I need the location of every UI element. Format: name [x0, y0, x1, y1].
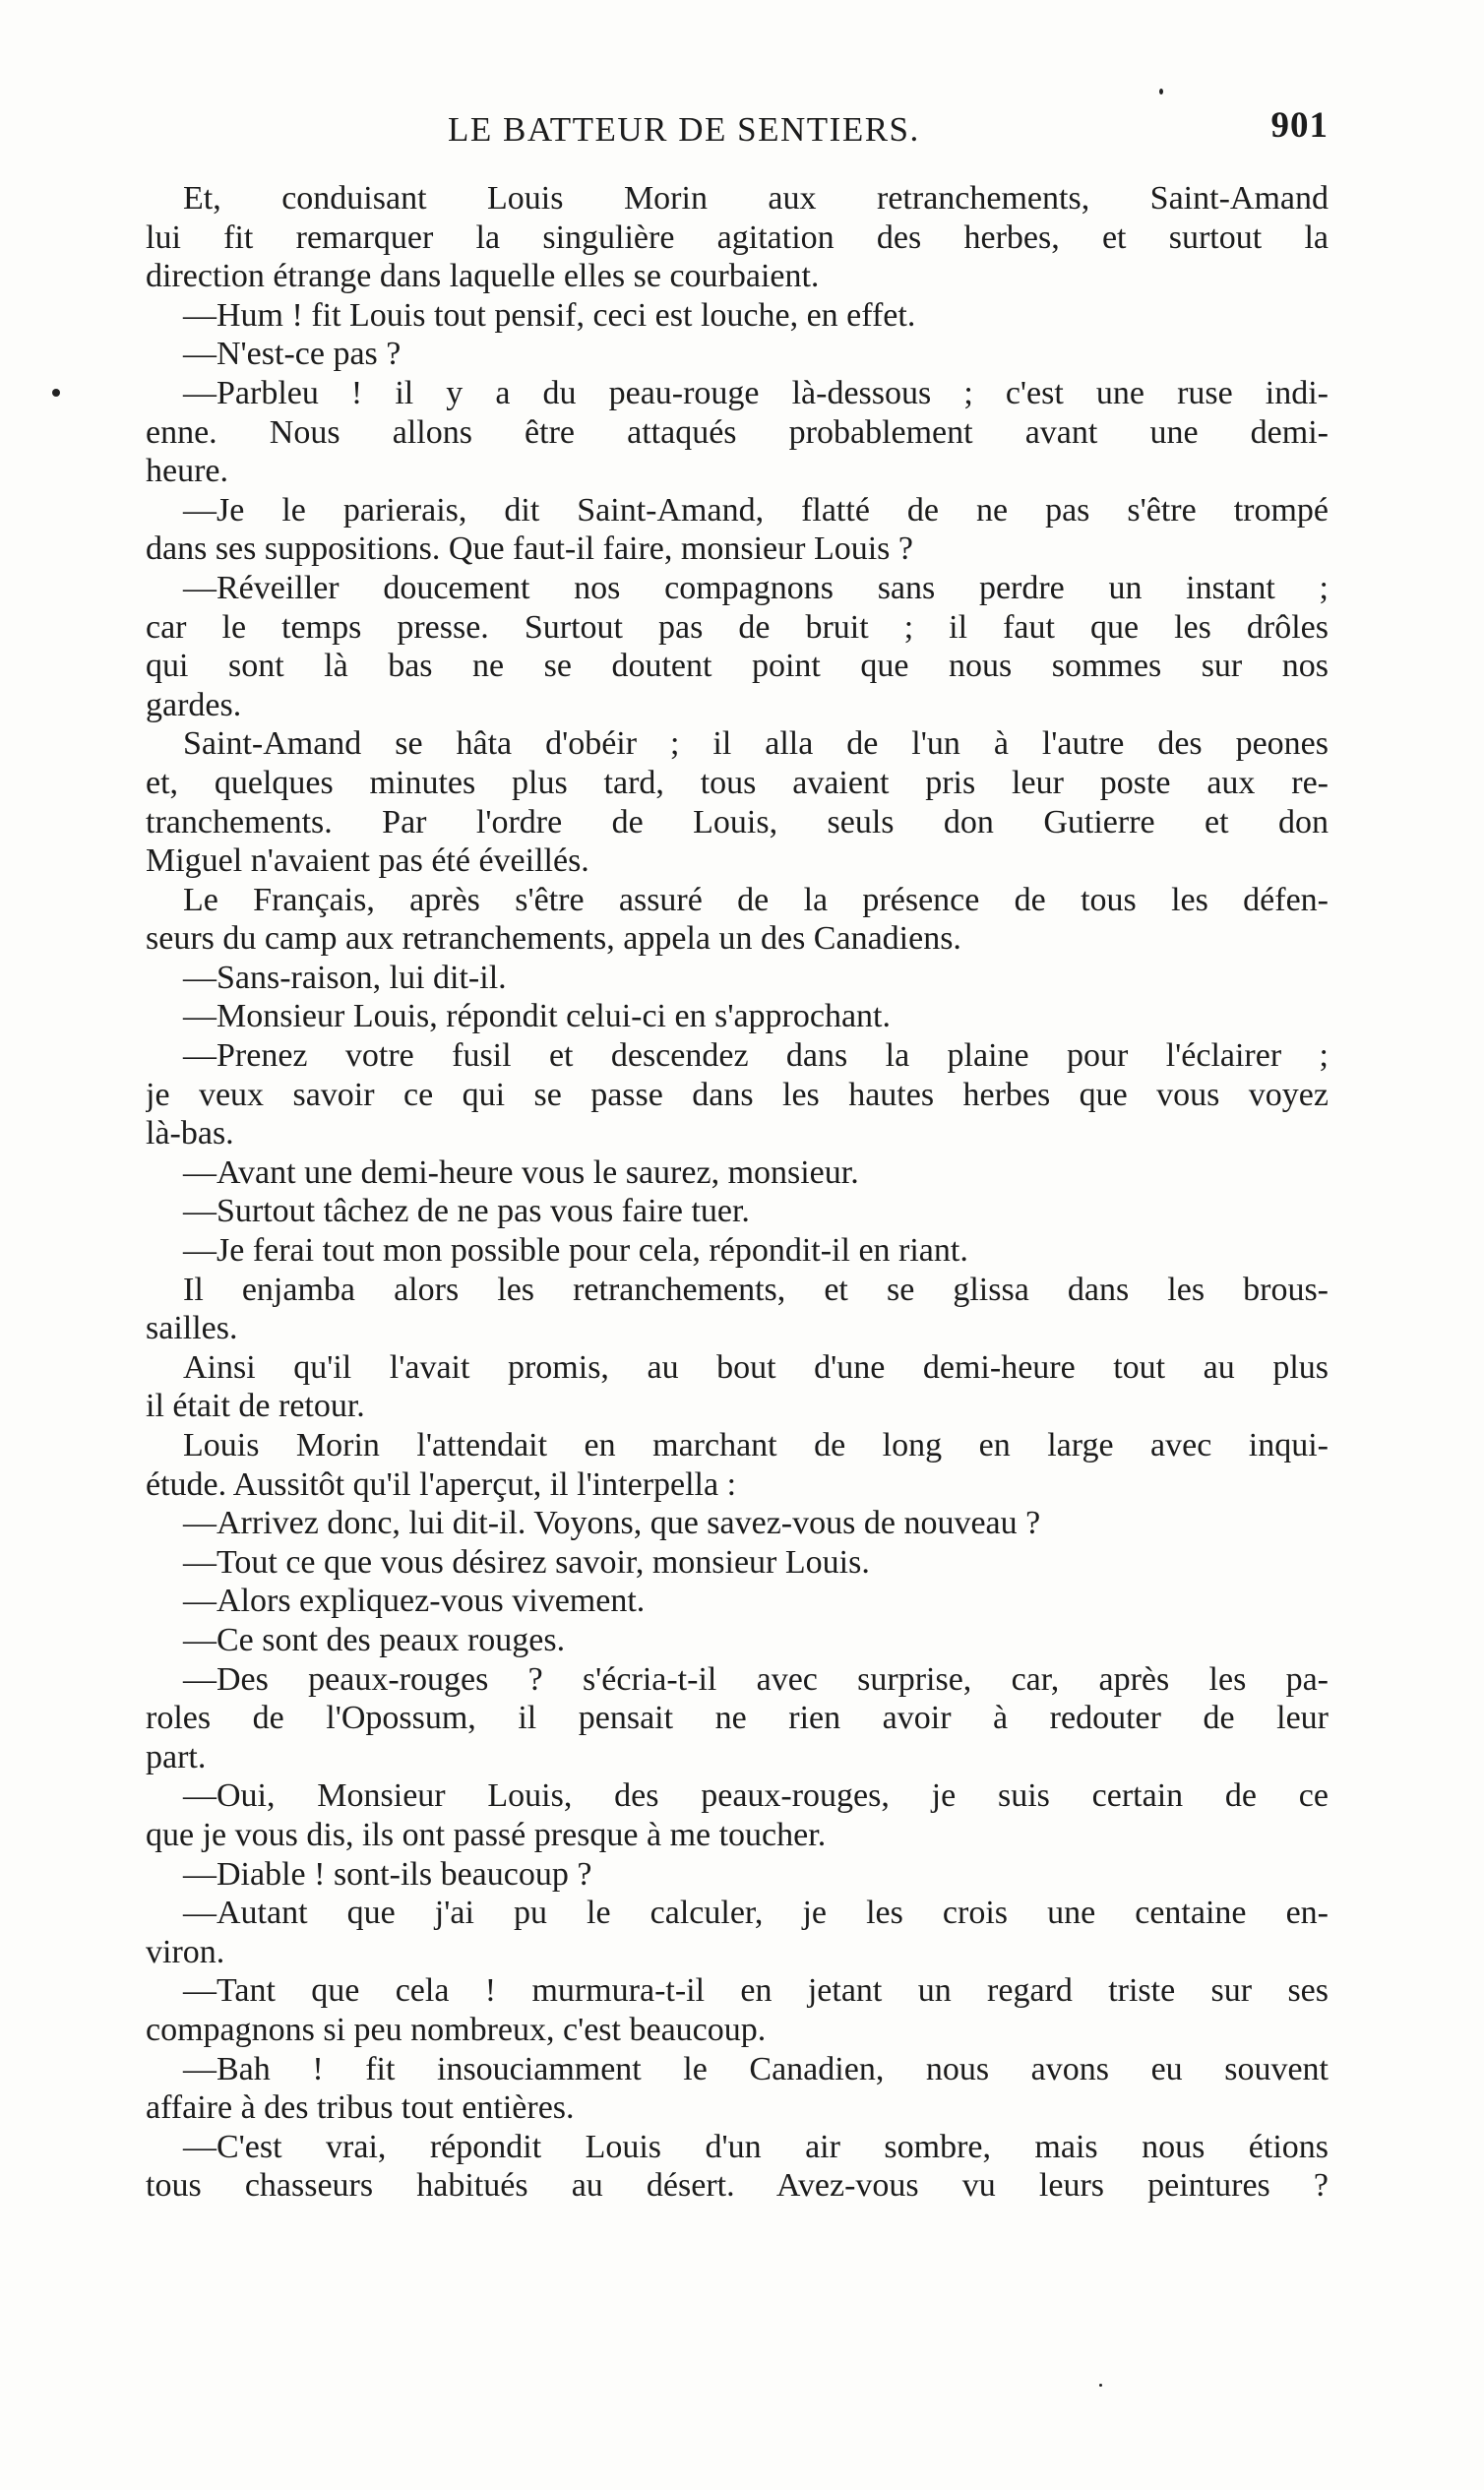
text-line: —Sans-raison, lui dit-il.	[183, 959, 507, 996]
text-line: —Alors expliquez-vous vivement.	[183, 1583, 646, 1620]
text-line: —Parbleu ! il y a du peau-rouge là-dessous ; c'est une ruse indi-	[183, 374, 1329, 411]
text-line: enne. Nous allons être attaqués probablement avant une demi-	[146, 413, 1329, 451]
text-line: compagnons si peu nombreux, c'est beaucoup.	[146, 2011, 767, 2048]
text-line: là-bas.	[146, 1115, 234, 1152]
text-line: dans ses suppositions. Que faut-il faire, monsieur Louis ?	[146, 530, 913, 568]
running-title: LE BATTEUR DE SENTIERS.	[448, 110, 920, 149]
text-line: —Ce sont des peaux rouges.	[183, 1621, 566, 1658]
text-line: —Je le parierais, dit Saint-Amand, flatté de ne pas s'être trompé	[183, 491, 1329, 529]
text-line: gardes.	[146, 686, 242, 723]
text-line: je veux savoir ce qui se passe dans les hautes herbes que vous voyez	[146, 1076, 1329, 1113]
text-line: étude. Aussitôt qu'il l'aperçut, il l'interpella :	[146, 1465, 737, 1503]
text-line: tous chasseurs habitués au désert. Avez-vous vu leurs peintures ?	[146, 2167, 1329, 2205]
text-line: —Hum ! fit Louis tout pensif, ceci est louche, en effet.	[183, 296, 916, 334]
text-line: —Oui, Monsieur Louis, des peaux-rouges, je suis certain de ce	[183, 1777, 1329, 1815]
text-line: —Autant que j'ai pu le calculer, je les crois une centaine en-	[183, 1895, 1329, 1932]
text-line: —C'est vrai, répondit Louis d'un air sombre, mais nous étions	[183, 2128, 1329, 2165]
text-line: direction étrange dans laquelle elles se courbaient.	[146, 258, 820, 295]
text-line: —Des peaux-rouges ? s'écria-t-il avec surprise, car, après les pa-	[183, 1660, 1329, 1698]
text-line: Louis Morin l'attendait en marchant de long en large avec inqui-	[183, 1427, 1329, 1463]
text-line: viron.	[146, 1933, 225, 1970]
text-line: —Prenez votre fusil et descendez dans la plaine pour l'éclairer ;	[183, 1037, 1329, 1075]
ink-speck	[1099, 2384, 1102, 2387]
text-line: —Bah ! fit insouciamment le Canadien, nous avons eu souvent	[183, 2050, 1329, 2087]
text-line: seurs du camp aux retranchements, appela un des Canadiens.	[146, 920, 961, 958]
text-line: tranchements. Par l'ordre de Louis, seuls don Gutierre et don	[146, 803, 1329, 840]
text-line: Le Français, après s'être assuré de la présence de tous les défen-	[183, 881, 1329, 918]
text-line: qui sont là bas ne se doutent point que nous sommes sur nos	[146, 648, 1329, 685]
text-line: car le temps presse. Surtout pas de bruit ; il faut que les drôles	[146, 608, 1329, 646]
text-line: sailles.	[146, 1310, 238, 1347]
text-line: —Je ferai tout mon possible pour cela, répondit-il en riant.	[183, 1232, 968, 1270]
text-line: Miguel n'avaient pas été éveillés.	[146, 842, 589, 880]
text-line: Il enjamba alors les retranchements, et se glissa dans les brous-	[183, 1271, 1329, 1308]
text-line: il était de retour.	[146, 1388, 365, 1425]
text-line: que je vous dis, ils ont passé presque à me toucher.	[146, 1816, 827, 1853]
text-line: heure.	[146, 453, 229, 490]
text-line: —Surtout tâchez de ne pas vous faire tuer.	[183, 1193, 750, 1230]
text-line: Ainsi qu'il l'avait promis, au bout d'une demi-heure tout au plus	[183, 1348, 1329, 1386]
ink-speck	[52, 389, 60, 397]
ink-speck	[1159, 89, 1163, 94]
text-line: lui fit remarquer la singulière agitation des herbes, et surtout la	[146, 218, 1329, 256]
text-line: et, quelques minutes plus tard, tous avaient pris leur poste aux re-	[146, 764, 1329, 801]
text-line: Et, conduisant Louis Morin aux retranchements, Saint-Amand	[183, 180, 1329, 217]
text-line: affaire à des tribus tout entières.	[146, 2089, 575, 2127]
text-line: —Monsieur Louis, répondit celui-ci en s'approchant.	[183, 998, 891, 1035]
text-line: —N'est-ce pas ?	[183, 336, 402, 373]
body-text	[146, 179, 1329, 2206]
page-header	[148, 105, 1329, 169]
text-line: —Tout ce que vous désirez savoir, monsieur Louis.	[183, 1543, 870, 1581]
text-line: part.	[146, 1738, 207, 1775]
text-line: roles de l'Opossum, il pensait ne rien avoir à redouter de leur	[146, 1700, 1329, 1737]
page-number: 901	[1270, 105, 1329, 146]
text-line: —Diable ! sont-ils beaucoup ?	[183, 1855, 592, 1893]
text-line: —Tant que cela ! murmura-t-il en jetant un regard triste sur ses	[183, 1972, 1329, 2010]
text-line: —Avant une demi-heure vous le saurez, monsieur.	[183, 1153, 859, 1191]
text-line: —Réveiller doucement nos compagnons sans perdre un instant ;	[183, 569, 1329, 606]
text-line: Saint-Amand se hâta d'obéir ; il alla de l'un à l'autre des peones	[183, 725, 1329, 763]
text-line: —Arrivez donc, lui dit-il. Voyons, que savez-vous de nouveau ?	[183, 1505, 1041, 1542]
